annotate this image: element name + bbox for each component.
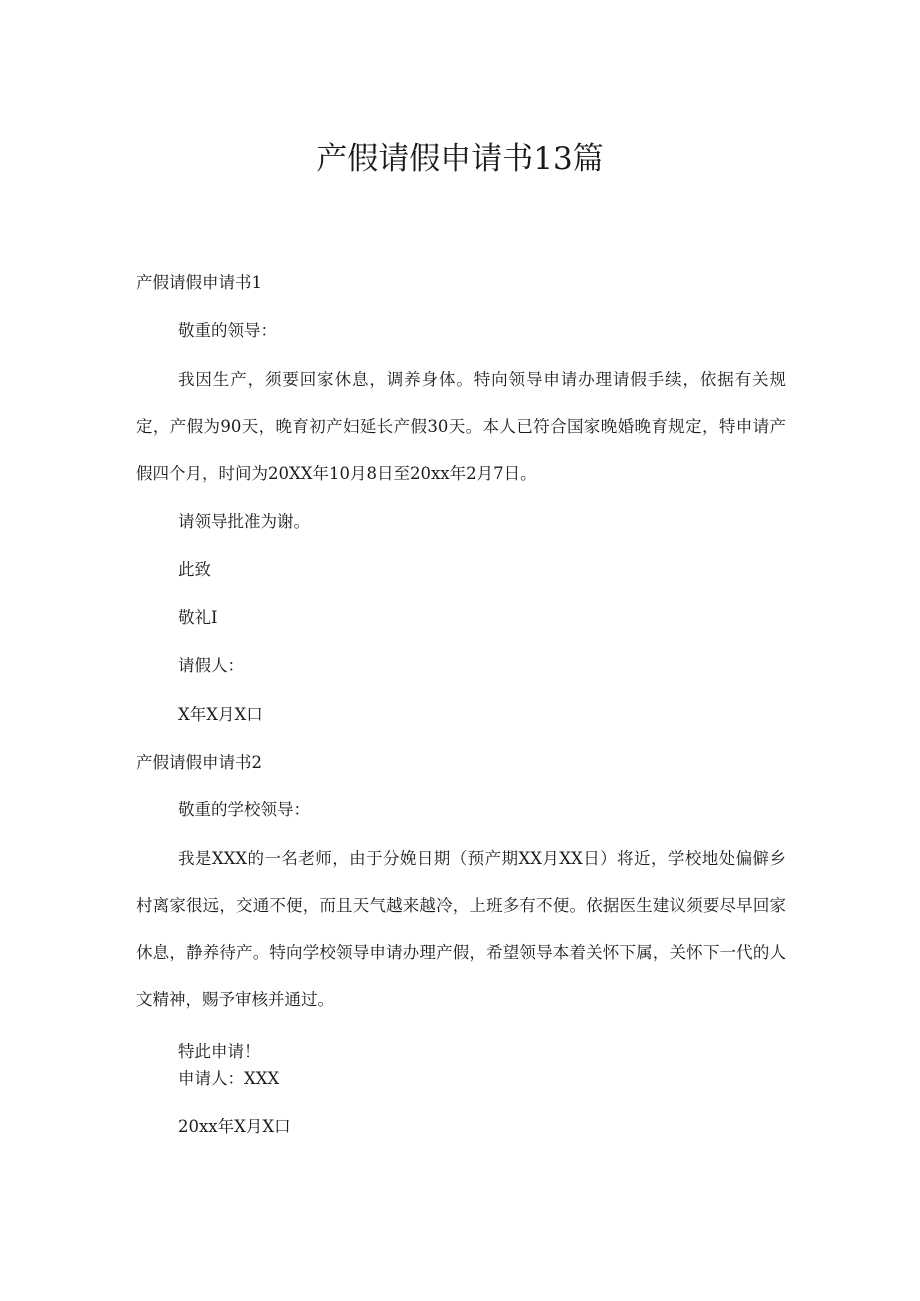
date-line: X年X月X口 — [178, 705, 263, 724]
salutation: 敬重的学校领导： — [178, 800, 310, 819]
request-line: 请领导批准为谢。 — [178, 512, 310, 531]
closing-line: 敬礼I — [178, 608, 218, 627]
section-heading: 产假请假申请书2 — [136, 753, 262, 772]
closing-line: 特此申请！ — [178, 1042, 261, 1061]
date-line: 20xx年X月X口 — [178, 1117, 291, 1136]
signer-line: 请假人： — [178, 656, 244, 675]
page-title: 产假请假申请书13篇 — [316, 141, 604, 177]
salutation: 敬重的领导： — [178, 321, 277, 340]
body-paragraph: 我因生产，须要回家休息，调养身体。特向领导申请办理请假手续，依据有关规定，产假为90天，晚育初产妇延长产假30天。本人已符合国家晚婚晚育规定，特申请产假四个月，时间为20XX年10月8日至20xx年2月7日。 — [136, 370, 786, 483]
closing-line: 此致 — [178, 560, 211, 579]
signer-line: 申请人：XXX — [178, 1069, 280, 1088]
section-heading: 产假请假申请书1 — [136, 273, 262, 292]
body-paragraph: 我是XXX的一名老师，由于分娩日期（预产期XX月XX日）将近，学校地处偏僻乡村离家很远，交通不便，而且天气越来越冷，上班多有不便。依据医生建议须要尽早回家休息，静养待产。特向学校领导申请办理产假，希望领导本着关怀下属，关怀下一代的人文精神，赐予审核并通过。 — [136, 849, 786, 1009]
